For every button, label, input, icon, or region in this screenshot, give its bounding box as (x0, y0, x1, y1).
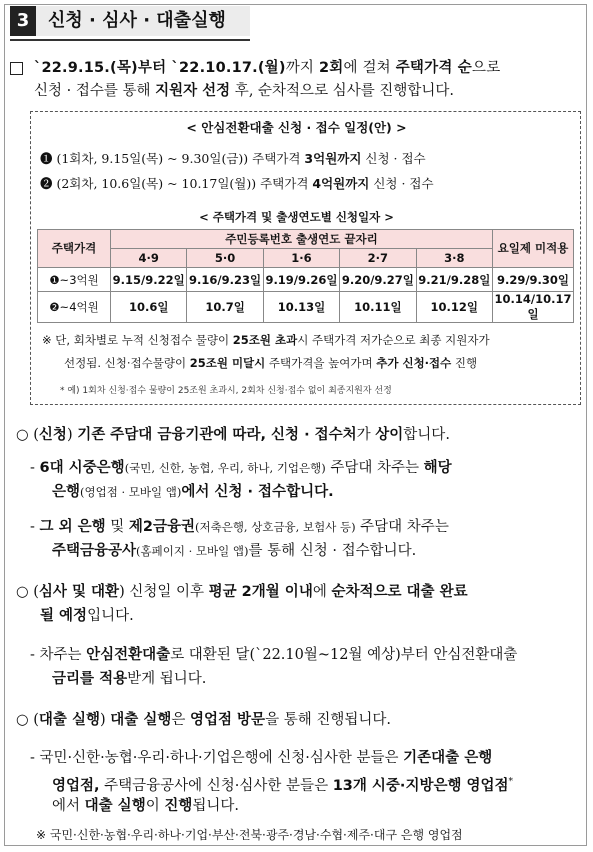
text-span: 기존대출 은행 (403, 750, 493, 766)
text-span: ) (100, 712, 111, 728)
text-span: 주택금융공사에 신청·심사한 분들은 (99, 777, 333, 794)
text-span: ❷ (2회차, 10.6일(목) ~ 10.17일(월)) 주택가격 (40, 176, 313, 191)
box-footnote: * 예) 1회차 신청·접수 물량이 25조원 초과시, 2회차 신청·접수 없이 최종지원자 선정 (60, 386, 392, 396)
text-span: 에 (312, 584, 332, 600)
text-span: 으로 (472, 60, 501, 76)
text-span: 신청 (38, 427, 67, 443)
text-span: 신청 · 접수를 통해 (34, 83, 156, 99)
s3-heading (16, 710, 391, 730)
text-span: 로 대환된 달(`22.10월~12월 예상)부터 안심전환대출 (170, 647, 518, 663)
text-span: (국민, 신한, 농협, 우리, 하나, 기업은행) (124, 461, 326, 475)
text-span: (저축은행, 상호금융, 보험사 등) (195, 520, 356, 534)
text-span: 상이 (375, 427, 404, 443)
s2-heading-line-2 (40, 606, 134, 626)
col-price-header: 주택가격 (38, 230, 111, 268)
section-title: 신청 · 심사 · 대출실행 (48, 10, 226, 31)
text-span: 신청 · 접수 (361, 151, 426, 166)
digit-header: 5·0 (187, 249, 263, 268)
table-cell: 10.11일 (340, 292, 416, 323)
applicant-selection-text: 지원자 선정 (155, 83, 231, 99)
text-span: 대출 실행 (84, 798, 146, 814)
round-2-line (40, 174, 434, 194)
s1-heading (16, 425, 450, 445)
s3-detail-line-1 (30, 748, 492, 768)
table-title: < 주택가격 및 출생연도별 신청일자 > (199, 210, 394, 224)
text-span: 에 걸쳐 (343, 60, 396, 76)
text-span: 6대 시중은행 (39, 460, 125, 476)
round-1-price: 3억원까지 (304, 151, 362, 166)
period-text: `22.9.15.(목)부터 `22.10.17.(월) (34, 60, 286, 76)
text-span: 그 외 은행 (39, 519, 106, 535)
text-span: 을 통해 진행됩니다. (265, 712, 391, 728)
box-note-line-2 (64, 353, 477, 373)
text-span: 안심전환대출 (86, 647, 171, 663)
text-span: 선정됨. 신청·접수물량이 (64, 356, 190, 370)
col-weekend-header: 요일제 미적용 (493, 230, 574, 268)
text-span: ) 신청일 이후 (119, 584, 209, 600)
text-span: - (30, 519, 40, 535)
note-bold: 25조원 초과 (232, 333, 298, 347)
table-row (38, 292, 574, 323)
intro-line-1 (34, 58, 500, 78)
text-span: 해당 (423, 460, 452, 476)
text-span: 를 통해 신청 · 접수합니다. (248, 543, 417, 559)
text-span: 합니다. (403, 427, 450, 443)
table-cell: 9.19/9.26일 (263, 268, 339, 292)
table-cell: 9.20/9.27일 (340, 268, 416, 292)
table-cell: 10.13일 (263, 292, 339, 323)
text-span: 에서 신청 · 접수합니다. (181, 484, 334, 500)
text-span: (홈페이지 · 모바일 앱) (136, 544, 249, 558)
text-span: 영업점, (52, 777, 100, 794)
s2-heading-line-1 (16, 582, 468, 602)
digit-header: 1·6 (263, 249, 339, 268)
table-cell: 10.14/10.17일 (493, 292, 574, 323)
text-span: 기존 주담대 금융기관에 따라, 신청 · 접수처 (77, 427, 357, 443)
table-cell: 9.16/9.23일 (187, 268, 263, 292)
text-span: 대출 실행 (38, 712, 100, 728)
text-span: 진행 (164, 798, 193, 814)
text-span: 진행 (451, 356, 478, 370)
text-span: 및 (105, 519, 129, 535)
text-span: 에서 (52, 798, 85, 814)
text-span: - (30, 460, 40, 476)
text-span: ○ ( (16, 584, 39, 600)
round-2-price: 4억원까지 (312, 176, 370, 191)
table-cell: 10.6일 (111, 292, 187, 323)
text-span: 가 (356, 427, 376, 443)
text-span: ) (66, 427, 78, 443)
section-number: 3 (10, 6, 36, 36)
text-span: 주택가격을 높여가며 (265, 356, 377, 370)
text-span: ○ ( (16, 427, 39, 443)
s3-footnote: ※ 국민·신한·농협·우리·하나·기업·부산·전북·광주·경남·수협·제주·대구 은행 영업점 (36, 828, 463, 842)
table-row (38, 268, 574, 292)
text-span: 후, 순차적으로 심사를 진행합니다. (230, 83, 454, 99)
digit-header: 4·9 (111, 249, 187, 268)
table-cell: 9.15/9.22일 (111, 268, 187, 292)
box-note-line-1 (42, 330, 490, 350)
s1-detail-2-line-1 (30, 517, 449, 537)
text-span: 될 예정 (40, 608, 88, 624)
intro-line-2 (34, 81, 454, 101)
text-span: 신청 · 접수 (369, 176, 434, 191)
note-bold: 추가 신청·접수 (376, 356, 452, 370)
text-span: 심사 및 대환 (38, 584, 120, 600)
text-span: 13개 시중·지방은행 영업점 (332, 777, 509, 794)
text-span: - 차주는 (30, 647, 87, 663)
text-span: 주담대 차주는 (355, 519, 449, 535)
s3-detail-line-2 (52, 772, 513, 796)
s3-detail-line-3 (52, 796, 239, 816)
checkbox-icon (10, 62, 23, 75)
text-span: - 국민·신한·농협·우리·하나·기업은행에 신청·심사한 분들은 (30, 750, 404, 766)
s2-detail-line-2 (52, 669, 206, 689)
rounds-count: 2회 (318, 60, 344, 76)
text-span: ○ ( (16, 712, 39, 728)
table-cell: 10.12일 (416, 292, 492, 323)
price-order-text: 주택가격 순 (395, 60, 472, 76)
col-birth-header: 주민등록번호 출생연도 끝자리 (111, 230, 493, 249)
text-span: 제2금융권 (128, 519, 195, 535)
note-bold: 25조원 미달시 (189, 356, 266, 370)
text-span: 입니다. (87, 608, 134, 624)
text-span: 금리를 적용 (52, 671, 128, 687)
round-1-line (40, 149, 426, 169)
table-header-row (38, 230, 574, 249)
text-span: ※ 단, 회차별로 누적 신청접수 물량이 (42, 333, 233, 347)
text-span: 은행 (52, 484, 81, 500)
digit-header: 3·8 (416, 249, 492, 268)
text-span: 까지 (285, 60, 319, 76)
digit-header: 2·7 (340, 249, 416, 268)
text-span: 은 (171, 712, 190, 728)
table-cell: 9.29/9.30일 (493, 268, 574, 292)
s1-detail-1-line-1 (30, 458, 452, 478)
text-span: 대출 실행 (110, 712, 172, 728)
s1-detail-2-line-2 (52, 541, 416, 561)
text-span: 순차적으로 대출 완료 (331, 584, 468, 600)
text-span: 영업점 방문 (189, 712, 266, 728)
schedule-table (37, 229, 574, 323)
text-span: 평균 2개월 이내 (208, 584, 313, 600)
text-span: 주택금융공사 (52, 543, 137, 559)
row-label: ❷~4억원 (38, 292, 111, 323)
s1-detail-1-line-2 (52, 482, 334, 502)
text-span: 주담대 차주는 (325, 460, 424, 476)
row-label: ❶~3억원 (38, 268, 111, 292)
text-span: 이 (145, 798, 165, 814)
schedule-title: < 안심전환대출 신청 · 접수 일정(안) > (186, 120, 407, 135)
text-span: 받게 됩니다. (127, 671, 207, 687)
table-cell: 10.7일 (187, 292, 263, 323)
text-span: 됩니다. (192, 798, 239, 814)
text-span: ❶ (1회차, 9.15일(목) ~ 9.30일(금)) 주택가격 (40, 151, 305, 166)
section-header (10, 6, 250, 36)
s2-detail-line-1 (30, 645, 517, 665)
text-span: (영업점 · 모바일 앱) (80, 485, 182, 499)
table-cell: 9.21/9.28일 (416, 268, 492, 292)
text-span: 시 주택가격 저가순으로 최종 지원자가 (297, 333, 490, 347)
footnote-marker: * (508, 777, 514, 787)
header-underline (10, 39, 250, 41)
